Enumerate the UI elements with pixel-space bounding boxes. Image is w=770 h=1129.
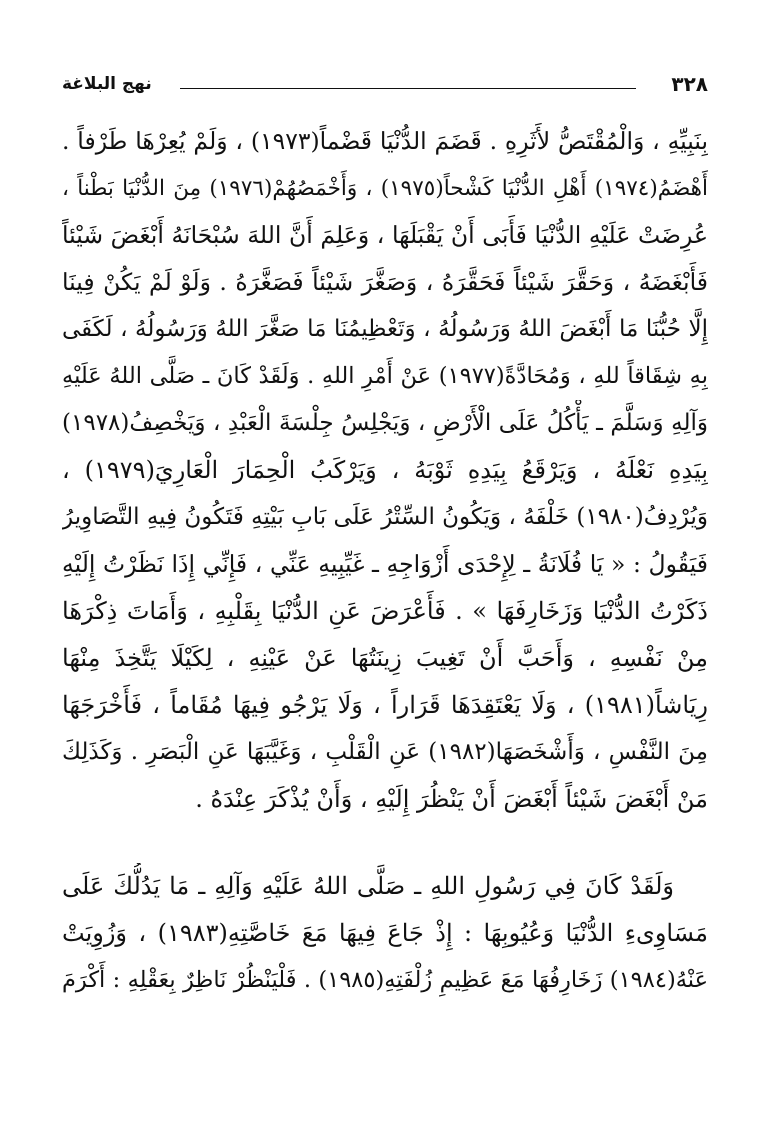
text-line: مَسَاوِىءِ الدُّنْيَا وَعُيُوبِهَا : إِذْ جَاعَ فِيهَا مَعَ خَاصَّتِهِ(١٩٨٣) ، وَزُوِيَتْ: [62, 919, 708, 947]
text-line: فَأَبْغَضَهُ ، وَحَقَّرَ شَيْئاً فَحَقَّرَهُ ، وَصَغَّرَ شَيْئاً فَصَغَّرَهُ . وَلَوْ لَمْ يَكُنْ فِينَا: [62, 268, 708, 296]
text-line: مَنْ أَبْغَضَ شَيْئاً أَبْغَضَ أَنْ يَنْظُرَ إِلَيْهِ ، وَأَنْ يُذْكَرَ عِنْدَهُ .: [195, 785, 708, 813]
text-line: بِهِ شِقَاقاً للهِ ، وَمُحَادَّةً(١٩٧٧) عَنْ أَمْرِ اللهِ . وَلَقَدْ كَانَ ـ صَلَّى اللهُ عَلَيْهِ: [62, 363, 708, 389]
paragraph-2: [62, 863, 708, 1004]
running-title: نهج البلاغة: [62, 74, 152, 94]
page-header: [62, 72, 708, 102]
text-line: وَلَقَدْ كَانَ فِي رَسُولِ اللهِ ـ صَلَّى اللهُ عَلَيْهِ وَآلِهِ ـ مَا يَدُلُّكَ عَلَى: [62, 872, 674, 900]
paragraph-spacer: [62, 823, 708, 863]
text-line: وَيُرْدِفُ(١٩٨٠) خَلْفَهُ ، وَيَكُونُ السِّتْرُ عَلَى بَابِ بَيْتِهِ فَتَكُونُ فِيهِ التَّصَاوِيرُ: [62, 504, 708, 530]
text-line: ذَكَرْتُ الدُّنْيَا وَزَخَارِفَهَا » . فَأَعْرَضَ عَنِ الدُّنْيَا بِقَلْبِهِ ، وَأَمَاتَ ذِكْرَهَا: [62, 597, 708, 625]
text-line: عُرِضَتْ عَلَيْهِ الدُّنْيَا فَأَبَى أَنْ يَقْبَلَهَا ، وَعَلِمَ أَنَّ اللهَ سُبْحَانَهُ أَبْغَضَ شَيْئاً: [62, 221, 708, 249]
text-line: بِنَبِيِّهِ ، وَالْمُقْتَصُّ لأَثَرِهِ . قَضَمَ الدُّنْيَا قَضْماً(١٩٧٣) ، وَلَمْ يُعِرْهَا طَرْفاً .: [62, 127, 708, 155]
page-number: ٣٢٨: [671, 72, 708, 96]
paragraph-1: [62, 118, 708, 823]
body-text: [62, 118, 708, 1004]
text-line: رِيَاشاً(١٩٨١) ، وَلَا يَعْتَقِدَهَا قَرَاراً ، وَلَا يَرْجُو فِيهَا مُقَاماً ، فَأَخْرَجَهَا: [62, 691, 708, 719]
text-line: مِنْ نَفْسِهِ ، وَأَحَبَّ أَنْ تَغِيبَ زِينَتُهَا عَنْ عَيْنِهِ ، لِكَيْلَا يَتَّخِذَ مِنْهَا: [62, 644, 708, 672]
text-line: بِيَدِهِ نَعْلَهُ ، وَيَرْقَعُ بِيَدِهِ ثَوْبَهُ ، وَيَرْكَبُ الْحِمَارَ الْعَارِيَ(١٩٧٩) ،: [62, 456, 708, 484]
header-rule: [180, 88, 636, 89]
text-line: إِلَّا حُبُّنَا مَا أَبْغَضَ اللهُ وَرَسُولُهُ ، وَتَعْظِيمُنَا مَا صَغَّرَ اللهُ وَرَسُولُهُ ، لَكَفَى: [62, 316, 708, 342]
text-line: فَيَقُولُ : « يَا فُلَانَةُ ـ لِإِحْدَى أَزْوَاجِهِ ـ غَيِّبِيهِ عَنِّي ، فَإِنِّي إِذَا نَظَرْتُ إِلَيْهِ: [62, 550, 708, 578]
text-line: أَهْضَمُ(١٩٧٤) أَهْلِ الدُّنْيَا كَشْحاً(١٩٧٥) ، وَأَخْمَصُهُمْ(١٩٧٦) مِنَ الدُّنْيَا بَطْناً ،: [62, 176, 708, 201]
text-line: عَنْهُ(١٩٨٤) زَخَارِفُهَا مَعَ عَظِيمِ زُلْفَتِهِ(١٩٨٥) . فَلْيَنْظُرْ نَاظِرٌ بِعَقْلِهِ : أَكْرَمَ: [62, 967, 708, 993]
text-line: مِنَ النَّفْسِ ، وَأَشْخَصَهَا(١٩٨٢) عَنِ الْقَلْبِ ، وَغَيَّبَهَا عَنِ الْبَصَرِ . وَكَذَلِكَ: [62, 739, 708, 765]
text-line: وَآلِهِ وَسَلَّمَ ـ يَأْكُلُ عَلَى الْأَرْضِ ، وَيَجْلِسُ جِلْسَةَ الْعَبْدِ ، وَيَخْصِفُ(١٩٧٨): [62, 410, 708, 436]
